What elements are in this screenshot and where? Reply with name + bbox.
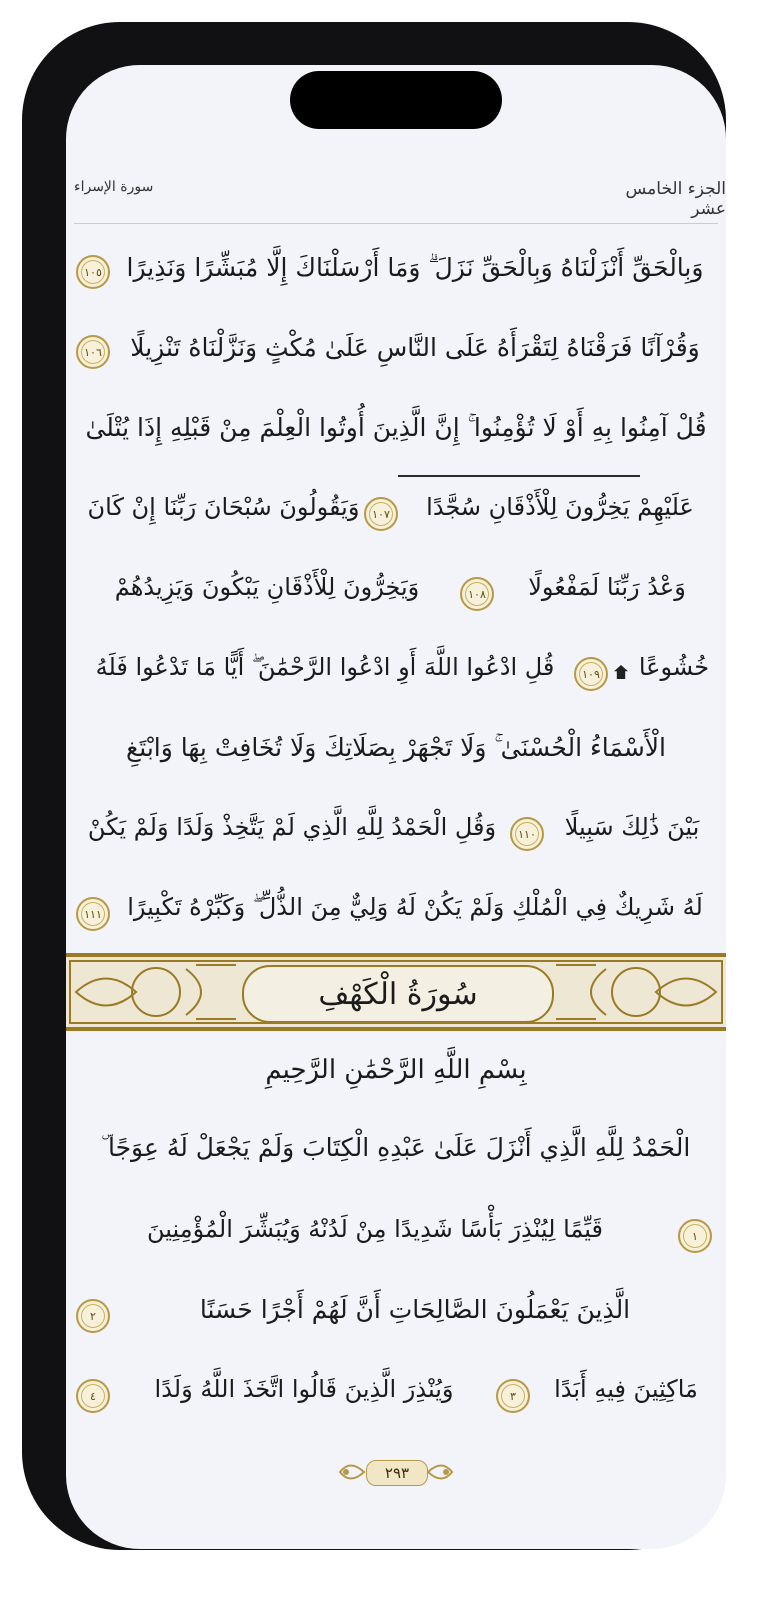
ayah-marker[interactable]: ١٠٥: [76, 255, 110, 289]
page-number-badge: [336, 1455, 456, 1489]
ayah-marker[interactable]: ١١٠: [510, 817, 544, 851]
surah-label: سورة الإسراء: [74, 179, 154, 195]
verse-line-part[interactable]: [76, 653, 574, 681]
verse-line-part[interactable]: [536, 1375, 716, 1403]
verse-line[interactable]: [76, 733, 716, 763]
sajda-overline: [398, 475, 640, 477]
verse-line-part[interactable]: [632, 653, 716, 681]
verse-line-part[interactable]: [404, 493, 716, 521]
header-divider: [74, 223, 718, 224]
ayah-marker[interactable]: ٢: [76, 1299, 110, 1333]
surah-title: سُورَةُ الْكَهْفِ: [318, 976, 478, 1012]
surah-banner: [66, 953, 726, 1031]
verse-text: مَاكِثِينَ فِيهِ أَبَدًا: [554, 1375, 698, 1403]
ayah-marker[interactable]: ١٠٩: [574, 657, 608, 691]
verse-text: بَيْنَ ذَٰلِكَ سَبِيلًا: [564, 813, 700, 841]
verse-line-part[interactable]: [76, 813, 508, 841]
mushaf-page[interactable]: [66, 65, 726, 1549]
verse-text: قُلِ ادْعُوا اللَّهَ أَوِ ادْعُوا الرَّحْمَٰنَ ۖ أَيًّا مَا تَدْعُوا فَلَهُ: [95, 653, 555, 681]
ayah-marker[interactable]: ١: [678, 1219, 712, 1253]
verse-line-part[interactable]: [114, 1375, 494, 1403]
page-number: ٢٩٣: [366, 1460, 428, 1486]
dynamic-island: [290, 71, 502, 129]
verse-text: وَقُلِ الْحَمْدُ لِلَّهِ الَّذِي لَمْ يَتَّخِذْ وَلَدًا وَلَمْ يَكُنْ: [87, 813, 497, 841]
verse-text: عَلَيْهِمْ يَخِرُّونَ لِلْأَذْقَانِ سُجَّدًا: [426, 493, 694, 521]
verse-line-part[interactable]: [76, 573, 458, 601]
verse-line-part[interactable]: [76, 1215, 674, 1243]
ayah-marker[interactable]: ١١١: [76, 897, 110, 931]
ayah-marker[interactable]: ١٠٨: [460, 577, 494, 611]
verse-line-part[interactable]: [548, 813, 716, 841]
verse-text: وَعْدُ رَبِّنَا لَمَفْعُولًا: [528, 573, 686, 601]
verse-text: وَبِالْحَقِّ أَنْزَلْنَاهُ وَبِالْحَقِّ نَزَلَ ۗ وَمَا أَرْسَلْنَاكَ إِلَّا مُبَشِّرًا وَنَذِيرًا: [126, 253, 704, 282]
verse-text: وَيَخِرُّونَ لِلْأَذْقَانِ يَبْكُونَ وَيَزِيدُهُمْ: [114, 573, 420, 601]
juz-label: الجزء الخامس عشر: [625, 179, 726, 219]
verse-text: الْحَمْدُ لِلَّهِ الَّذِي أَنْزَلَ عَلَىٰ عَبْدِهِ الْكِتَابَ وَلَمْ يَجْعَلْ لَهُ عِوَجًا ۜ: [101, 1133, 691, 1162]
verse-text: وَيُنْذِرَ الَّذِينَ قَالُوا اتَّخَذَ اللَّهُ وَلَدًا: [154, 1375, 454, 1403]
verse-line-part[interactable]: [498, 573, 716, 601]
basmala: بِسْمِ اللَّهِ الرَّحْمَٰنِ الرَّحِيمِ: [265, 1055, 527, 1085]
verse-line[interactable]: [76, 413, 716, 443]
ayah-marker[interactable]: ٤: [76, 1379, 110, 1413]
verse-line[interactable]: [114, 893, 716, 921]
verse-text: الْأَسْمَاءُ الْحُسْنَىٰ ۚ وَلَا تَجْهَرْ بِصَلَاتِكَ وَلَا تُخَافِتْ بِهَا وَابْتَغِ: [126, 733, 666, 762]
verse-text: وَيَقُولُونَ سُبْحَانَ رَبِّنَا إِنْ كَانَ: [87, 493, 360, 521]
verse-line[interactable]: [76, 1133, 716, 1163]
verse-text: الَّذِينَ يَعْمَلُونَ الصَّالِحَاتِ أَنَّ لَهُمْ أَجْرًا حَسَنًا: [199, 1295, 631, 1324]
sajda-icon: [614, 665, 628, 679]
verse-line[interactable]: [114, 333, 716, 362]
phone-frame: [22, 22, 726, 1550]
ayah-marker[interactable]: ١٠٧: [364, 497, 398, 531]
verse-text: وَقُرْآنًا فَرَقْنَاهُ لِتَقْرَأَهُ عَلَى النَّاسِ عَلَىٰ مُكْثٍ وَنَزَّلْنَاهُ تَنْزِيلًا: [130, 333, 700, 362]
ayah-marker[interactable]: ١٠٦: [76, 335, 110, 369]
surah-cartouche: [242, 965, 554, 1023]
ayah-marker[interactable]: ٣: [496, 1379, 530, 1413]
verse-text: قُلْ آمِنُوا بِهِ أَوْ لَا تُؤْمِنُوا ۚ إِنَّ الَّذِينَ أُوتُوا الْعِلْمَ مِنْ قَبْلِهِ إِذَا يُتْلَىٰ: [85, 413, 707, 442]
verse-text: خُشُوعًا: [638, 653, 710, 681]
verse-text: لَهُ شَرِيكٌ فِي الْمُلْكِ وَلَمْ يَكُنْ لَهُ وَلِيٌّ مِنَ الذُّلِّ ۖ وَكَبِّرْهُ تَكْبِيرًا: [127, 893, 703, 921]
verse-text: قَيِّمًا لِيُنْذِرَ بَأْسًا شَدِيدًا مِنْ لَدُنْهُ وَيُبَشِّرَ الْمُؤْمِنِينَ: [147, 1215, 603, 1243]
verse-line[interactable]: [114, 1295, 716, 1324]
verse-line[interactable]: [114, 253, 716, 283]
verse-line-part[interactable]: [76, 493, 371, 521]
